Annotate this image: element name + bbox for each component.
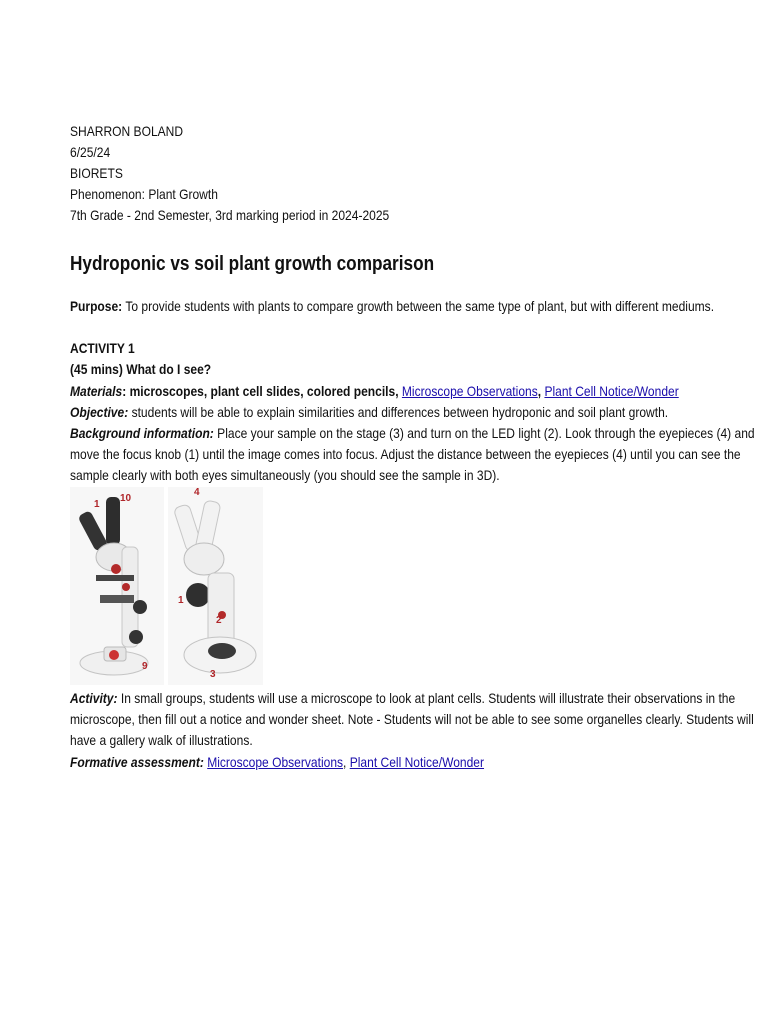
document-date: 6/25/24	[70, 144, 111, 160]
microscope-1-label-10: 10	[120, 493, 132, 504]
plant-cell-notice-wonder-link[interactable]: Plant Cell Notice/Wonder	[544, 383, 679, 399]
author-name: SHARRON BOLAND	[70, 123, 184, 139]
phenomenon-line: Phenomenon: Plant Growth	[70, 186, 218, 202]
activity-text-1: In small groups, students will use a microscope to look at plant cells. Students will illustrate their observations in the	[117, 690, 736, 706]
purpose-text: To provide students with plants to compare growth between the same type of plant, but with different mediums.	[122, 298, 715, 314]
microscope-1-label-1: 1	[94, 499, 100, 510]
microscope-2-label-1: 1	[178, 595, 184, 606]
program-name: BIORETS	[70, 165, 123, 181]
objective-text: students will be able to explain similarities and differences between hydroponic and soil plant growth.	[128, 404, 669, 420]
microscope-2-label-2: 2	[216, 615, 222, 626]
microscope-image-1	[70, 487, 164, 685]
materials-line	[70, 381, 770, 402]
microscope-1-label-9: 9	[142, 661, 148, 672]
microscope-2-label-4: 4	[194, 487, 200, 498]
background-line-2: move the focus knob (1) until the image comes into focus. Adjust the distance between the eyepieces (4) until you can see the	[70, 446, 741, 462]
purpose-line	[70, 296, 770, 317]
activity-line-2: microscope, then fill out a notice and wonder sheet. Note - Students will not be able to see some organelles clearly. Students will	[70, 711, 754, 727]
background-line-1	[70, 423, 770, 444]
formative-label: Formative assessment:	[70, 754, 204, 770]
grade-line: 7th Grade - 2nd Semester, 3rd marking period in 2024-2025	[70, 207, 390, 223]
formative-assessment-line	[70, 752, 551, 773]
activity-line-3: have a gallery walk of illustrations.	[70, 732, 253, 748]
activity-line-1	[70, 688, 770, 709]
materials-text: microscopes, plant cell slides, colored pencils,	[129, 383, 402, 399]
activity-label: Activity:	[70, 690, 118, 706]
background-text-1: Place your sample on the stage (3) and turn on the LED light (2). Look through the eyepieces (4) and	[213, 425, 755, 441]
microscope-illustration-2	[168, 487, 263, 685]
materials-separator: ,	[537, 383, 545, 399]
page-title: Hydroponic vs soil plant growth comparison	[70, 253, 435, 275]
microscope-observations-link[interactable]: Microscope Observations	[401, 383, 538, 399]
formative-plant-cell-notice-wonder-link[interactable]: Plant Cell Notice/Wonder	[349, 754, 485, 770]
materials-colon: :	[122, 383, 130, 399]
activity-heading: ACTIVITY 1	[70, 340, 135, 356]
background-line-3: sample clearly with both eyes simultaneously (you should see the sample in 3D).	[70, 467, 500, 483]
formative-separator: ,	[343, 754, 350, 770]
formative-microscope-observations-link[interactable]: Microscope Observations	[207, 754, 344, 770]
microscope-2-label-3: 3	[210, 669, 216, 680]
purpose-label: Purpose:	[70, 298, 123, 314]
materials-label: Materials	[70, 383, 123, 399]
objective-label: Objective:	[70, 404, 129, 420]
microscope-image-2	[168, 487, 263, 685]
activity-duration: (45 mins) What do I see?	[70, 361, 212, 377]
objective-line	[70, 402, 765, 423]
background-label: Background information:	[70, 425, 214, 441]
microscope-illustration-1	[70, 487, 164, 685]
